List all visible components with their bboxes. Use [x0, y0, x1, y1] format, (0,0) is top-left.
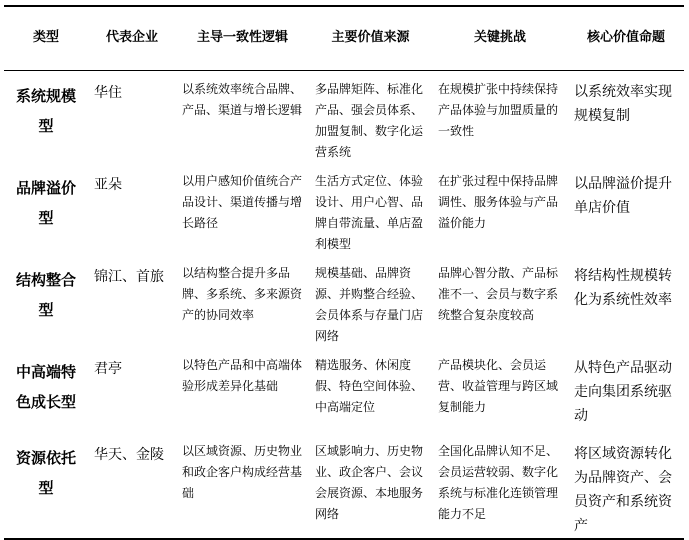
table-row	[4, 70, 684, 163]
cell-challenge: 品牌心智分散、产品标准不一、会员与数字系统整合复杂度较高	[438, 265, 559, 322]
header-type: 类型	[4, 6, 88, 70]
cell-challenge: 全国化品牌认知不足、会员运营较弱、数字化系统与标准化连锁管理能力不足	[432, 433, 568, 539]
cell-source: 多品牌矩阵、标准化产品、强会员体系、加盟复制、数字化运营系统	[315, 81, 424, 159]
table-body	[4, 70, 684, 539]
cell-source: 精选服务、休闲度假、特色空间体验、中高端定位	[315, 357, 424, 414]
cell-challenge: 在扩张过程中保持品牌调性、服务体验与产品溢价能力	[438, 173, 559, 230]
header-company: 代表企业	[88, 6, 176, 70]
cell-logic: 以用户感知价值统合产品设计、渠道传播与增长路径	[182, 173, 303, 230]
cell-logic: 以区域资源、历史物业和政企客户构成经营基础	[176, 433, 309, 539]
header-challenge: 关键挑战	[432, 6, 568, 70]
hotel-group-comparison-table	[4, 5, 684, 540]
cell-logic: 以结构整合提升多品牌、多系统、多来源资产的协同效率	[182, 265, 303, 322]
table-row	[4, 347, 684, 433]
cell-type: 品牌溢价型	[15, 178, 76, 227]
cell-core: 从特色产品驱动走向集团系统驱动	[574, 359, 672, 424]
cell-company: 锦江、首旅	[94, 268, 164, 285]
header-core: 核心价值命题	[568, 6, 684, 70]
cell-type: 资源依托型	[4, 433, 88, 539]
cell-logic: 以系统效率统合品牌、产品、渠道与增长逻辑	[182, 81, 303, 117]
cell-company: 华天、金陵	[88, 433, 176, 539]
cell-type: 中高端特色成长型	[15, 362, 76, 411]
cell-company: 华住	[94, 84, 122, 101]
cell-company: 亚朵	[94, 176, 122, 193]
table-row	[4, 255, 684, 347]
cell-core: 将区域资源转化为品牌资产、会员资产和系统资产	[568, 433, 684, 539]
cell-challenge: 在规模扩张中持续保持产品体验与加盟质量的一致性	[438, 81, 559, 138]
header-source: 主要价值来源	[309, 6, 432, 70]
cell-type: 结构整合型	[15, 270, 76, 319]
cell-core: 将结构性规模转化为系统性效率	[574, 267, 672, 308]
cell-type: 系统规模型	[15, 86, 76, 135]
cell-company: 君亭	[94, 360, 122, 377]
table-row	[4, 433, 684, 539]
header-row	[4, 6, 684, 70]
cell-core: 以系统效率实现规模复制	[574, 83, 672, 124]
cell-logic: 以特色产品和中高端体验形成差异化基础	[182, 357, 303, 393]
table-header	[4, 6, 684, 70]
cell-core: 以品牌溢价提升单店价值	[574, 175, 672, 216]
cell-source: 区域影响力、历史物业、政企客户、会议会展资源、本地服务网络	[309, 433, 432, 539]
table-row	[4, 163, 684, 255]
header-logic: 主导一致性逻辑	[176, 6, 309, 70]
cell-source: 生活方式定位、体验设计、用户心智、品牌自带流量、单店盈利模型	[315, 173, 424, 251]
cell-source: 规模基础、品牌资源、并购整合经验、会员体系与存量门店网络	[315, 265, 424, 343]
cell-challenge: 产品模块化、会员运营、收益管理与跨区域复制能力	[438, 357, 559, 414]
